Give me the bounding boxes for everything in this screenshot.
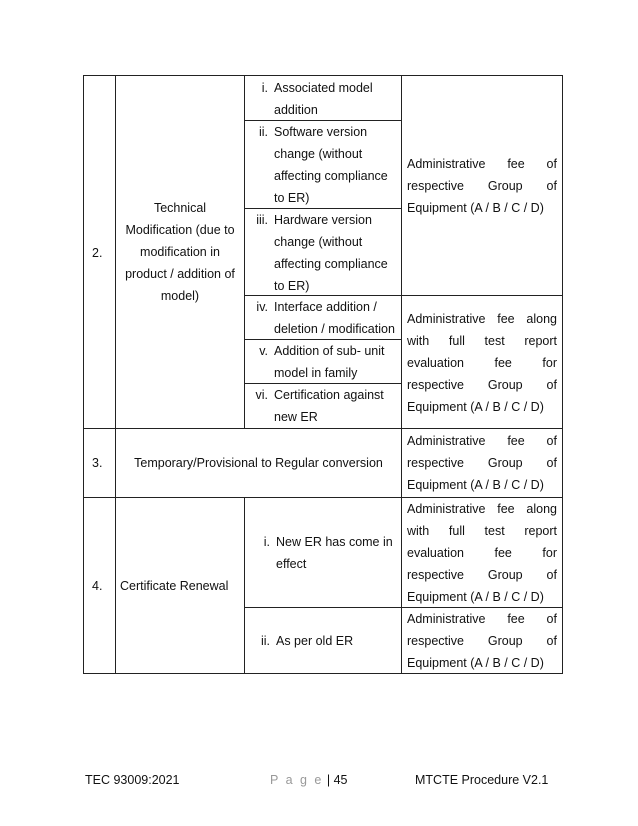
- col-divider-number: [115, 75, 116, 674]
- category-temporary-to-regular: Temporary/Provisional to Regular conversion: [134, 456, 383, 470]
- category-line: Modification (due to: [125, 223, 235, 237]
- fee-word: respective: [407, 634, 464, 648]
- fee-word: respective: [407, 456, 464, 470]
- footer-page-number: [270, 772, 348, 788]
- item-line: Interface addition /: [274, 300, 377, 314]
- item-line: change (without: [274, 235, 363, 249]
- fee-word: Administrative: [407, 434, 486, 448]
- item-line: affecting compliance: [274, 169, 388, 183]
- category-line: product / addition of: [125, 267, 235, 281]
- fee-word: Equipment (A / B / C / D): [407, 478, 544, 492]
- fee-administrative-row2: [407, 153, 557, 219]
- fee-word: fee: [507, 434, 525, 448]
- item-line: effect: [276, 557, 307, 571]
- fee-word: of: [546, 456, 557, 470]
- divider-row2: [83, 428, 563, 429]
- sub-item-certification-new-er: [252, 384, 384, 428]
- fee-administrative-row3: [407, 430, 557, 496]
- fee-word: Equipment (A / B / C / D): [407, 590, 544, 604]
- item-number: ii.: [260, 634, 270, 648]
- sub-item-as-per-old-er: [254, 630, 353, 652]
- sub-item-software-version: [252, 121, 388, 209]
- category-certificate-renewal: Certificate Renewal: [120, 579, 229, 593]
- category-line: model): [160, 289, 200, 303]
- sub-item-sub-unit-addition: [252, 340, 385, 384]
- item-number: iv.: [256, 300, 268, 314]
- fee-word: of: [546, 612, 557, 626]
- fee-word: along: [526, 312, 557, 326]
- fee-word: of: [546, 157, 557, 171]
- footer-page-separator: |: [326, 773, 331, 787]
- item-line: Addition of sub- unit: [274, 344, 385, 358]
- item-line: change (without: [274, 147, 363, 161]
- item-line: As per old ER: [276, 634, 354, 648]
- fee-word: full: [448, 334, 465, 348]
- fee-word: full: [448, 524, 465, 538]
- fee-word: of: [546, 568, 557, 582]
- fee-word: Administrative: [407, 157, 486, 171]
- item-line: model in family: [274, 366, 358, 380]
- footer-doc-id: TEC 93009:2021: [85, 773, 180, 787]
- col-divider-category-row4: [244, 497, 245, 674]
- fee-word: Administrative: [407, 612, 486, 626]
- item-line: new ER: [274, 410, 318, 424]
- fee-word: fee: [507, 612, 525, 626]
- row-number-4: 4.: [92, 579, 103, 593]
- fee-word: evaluation: [407, 546, 464, 560]
- fee-word: respective: [407, 378, 464, 392]
- fee-word: Group: [487, 456, 523, 470]
- item-line: to ER): [274, 279, 310, 293]
- item-number: iii.: [256, 213, 268, 227]
- table-right-border: [562, 75, 563, 674]
- item-line: Software version: [274, 125, 368, 139]
- fee-word: Administrative: [407, 312, 486, 326]
- category-line: modification in: [140, 245, 220, 259]
- item-line: addition: [274, 103, 318, 117]
- item-line: New ER has come in: [276, 535, 393, 549]
- item-number: i.: [261, 81, 268, 95]
- item-line: Certification against: [274, 388, 384, 402]
- fee-word: fee: [494, 356, 512, 370]
- fee-word: test: [484, 524, 505, 538]
- fee-word: Equipment (A / B / C / D): [407, 400, 544, 414]
- fee-word: Equipment (A / B / C / D): [407, 201, 544, 215]
- item-line: Hardware version: [274, 213, 372, 227]
- fee-word: along: [526, 502, 557, 516]
- footer-page-label: P a g e: [270, 773, 324, 787]
- fee-word: Administrative: [407, 502, 486, 516]
- item-number: ii.: [258, 125, 268, 139]
- footer-page-value: 45: [333, 773, 348, 787]
- fee-word: for: [542, 356, 557, 370]
- fee-word: respective: [407, 568, 464, 582]
- footer-procedure: MTCTE Procedure V2.1: [415, 773, 549, 787]
- table-left-border: [83, 75, 84, 674]
- item-number: i.: [263, 535, 270, 549]
- fee-word: report: [524, 334, 557, 348]
- fee-word: of: [546, 434, 557, 448]
- col-divider-category-row2: [244, 75, 245, 429]
- sub-item-new-er-in-effect: [254, 531, 393, 575]
- fee-word: fee: [497, 312, 515, 326]
- sub-item-hardware-version: [252, 209, 388, 297]
- item-number: v.: [259, 344, 268, 358]
- fee-word: fee: [507, 157, 525, 171]
- fee-word: Group: [487, 634, 523, 648]
- fee-word: Equipment (A / B / C / D): [407, 656, 544, 670]
- sub-item-interface-addition: [252, 296, 395, 340]
- sub-item-associated-model: [252, 77, 373, 121]
- fee-word: of: [546, 378, 557, 392]
- fee-word: Group: [487, 568, 523, 582]
- item-line: to ER): [274, 191, 310, 205]
- fee-word: fee: [494, 546, 512, 560]
- fee-word: fee: [497, 502, 515, 516]
- category-line: Technical: [153, 201, 207, 215]
- fee-word: Group: [487, 378, 523, 392]
- fee-word: with: [407, 334, 430, 348]
- fee-administrative-row4: [407, 608, 557, 674]
- item-line: affecting compliance: [274, 257, 388, 271]
- item-line: Associated model: [274, 81, 373, 95]
- fee-word: evaluation: [407, 356, 464, 370]
- fee-administrative-test-report-row4: [407, 498, 557, 608]
- fee-word: Group: [487, 179, 523, 193]
- col-divider-items-row2: [401, 75, 402, 429]
- item-line: deletion / modification: [274, 322, 395, 336]
- row-number-2: 2.: [92, 246, 103, 260]
- row-number-3: 3.: [92, 456, 103, 470]
- fee-administrative-test-report-row2: [407, 308, 557, 418]
- fee-word: report: [524, 524, 557, 538]
- fee-word: of: [546, 179, 557, 193]
- col-divider-items-row4: [401, 497, 402, 674]
- fee-word: of: [546, 634, 557, 648]
- fee-word: with: [407, 524, 430, 538]
- category-technical-modification: [116, 197, 244, 307]
- fee-word: respective: [407, 179, 464, 193]
- fee-word: test: [484, 334, 505, 348]
- table-top-border: [83, 75, 563, 76]
- item-number: vi.: [255, 388, 268, 402]
- col-divider-items-row3: [401, 428, 402, 498]
- fee-word: for: [542, 546, 557, 560]
